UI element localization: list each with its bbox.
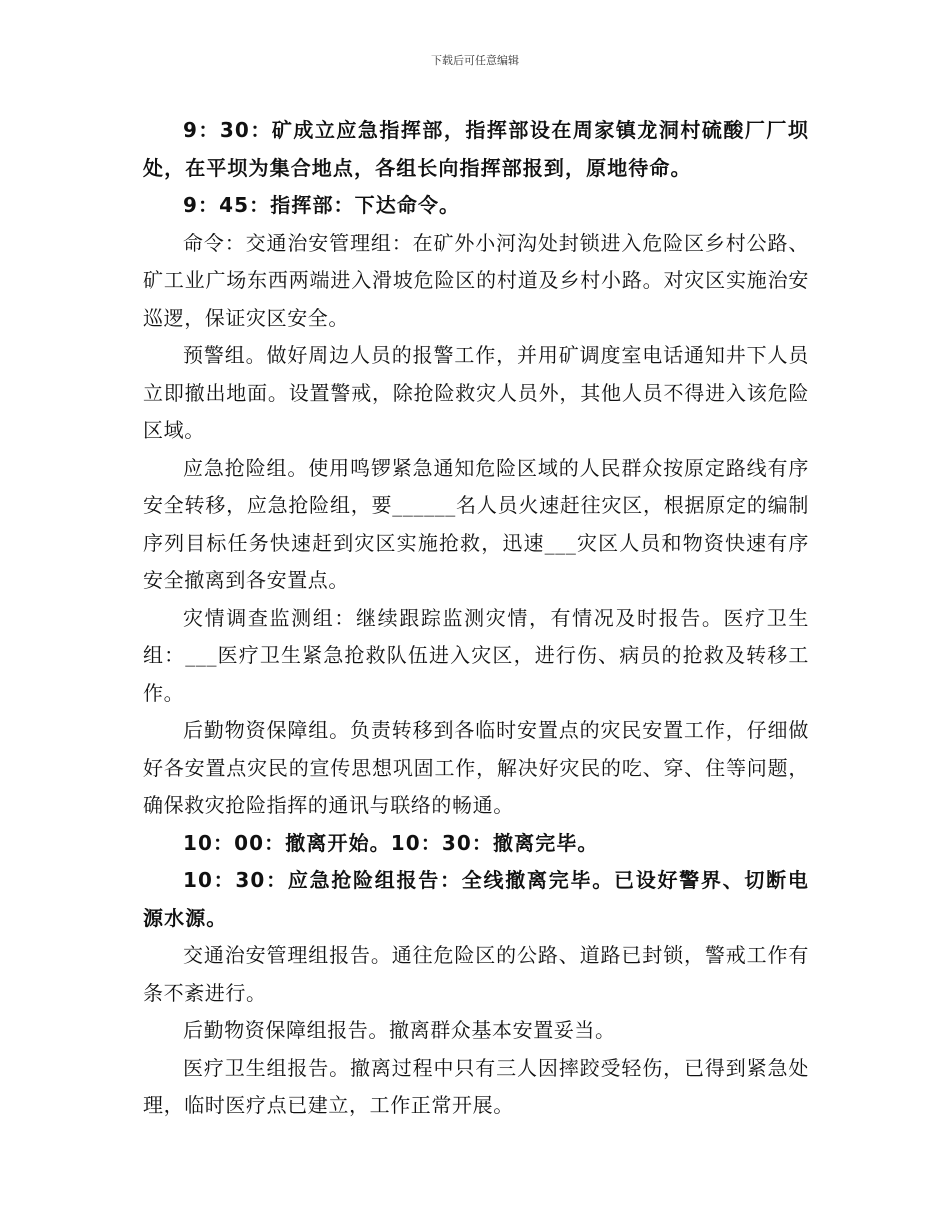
paragraph-command-post: 9：30：矿成立应急指挥部，指挥部设在周家镇龙洞村硫酸厂厂坝处，在平坝为集合地点，各组长向指挥部报到，原地待命。 — [143, 118, 809, 180]
paragraph-issue-orders: 9：45：指挥部：下达命令。 — [183, 193, 461, 217]
paragraph-logistics-report: 后勤物资保障组报告。撤离群众基本安置妥当。 — [183, 1018, 616, 1042]
paragraph-warning-group: 预警组。做好周边人员的报警工作，并用矿调度室电话通知井下人员立即撤出地面。设置警戒，除抢险救灾人员外，其他人员不得进入该危险区域。 — [143, 343, 809, 442]
page-header-note: 下载后可任意编辑 — [431, 54, 519, 67]
paragraph-monitoring-medical: 灾情调查监测组：继续跟踪监测灾情，有情况及时报告。医疗卫生组：___医疗卫生紧急抢救队伍进入灾区，进行伤、病员的抢救及转移工作。 — [143, 605, 809, 705]
paragraph-evacuation-timeline: 10：00：撤离开始。10：30：撤离完毕。 — [183, 830, 599, 855]
paragraph-traffic-report: 交通治安管理组报告。通往危险区的公路、道路已封锁，警戒工作有条不紊进行。 — [143, 943, 809, 1005]
paragraph-logistics-group: 后勤物资保障组。负责转移到各临时安置点的灾民安置工作，仔细做好各安置点灾民的宣传思想巩固工作，解决好灾民的吃、穿、住等问题，确保救灾抢险指挥的通讯与联络的畅通。 — [143, 718, 809, 817]
document-body — [143, 112, 809, 1125]
paragraph-rescue-report: 10：30：应急抢险组报告：全线撤离完毕。已设好警界、切断电源水源。 — [143, 868, 809, 930]
paragraph-medical-report: 医疗卫生组报告。撤离过程中只有三人因摔跤受轻伤，已得到紧急处理，临时医疗点已建立，工作正常开展。 — [143, 1055, 809, 1117]
paragraph-rescue-group: 应急抢险组。使用鸣锣紧急通知危险区域的人民群众按原定路线有序安全转移，应急抢险组，要______名人员火速赶往灾区，根据原定的编制序列目标任务快速赶到灾区实施抢救，迅速___灾区人员和物资快速有序安全撤离到各安置点。 — [143, 455, 809, 592]
paragraph-traffic-security-order: 命令：交通治安管理组：在矿外小河沟处封锁进入危险区乡村公路、矿工业广场东西两端进入滑坡危险区的村道及乡村小路。对灾区实施治安巡逻，保证灾区安全。 — [143, 230, 809, 330]
